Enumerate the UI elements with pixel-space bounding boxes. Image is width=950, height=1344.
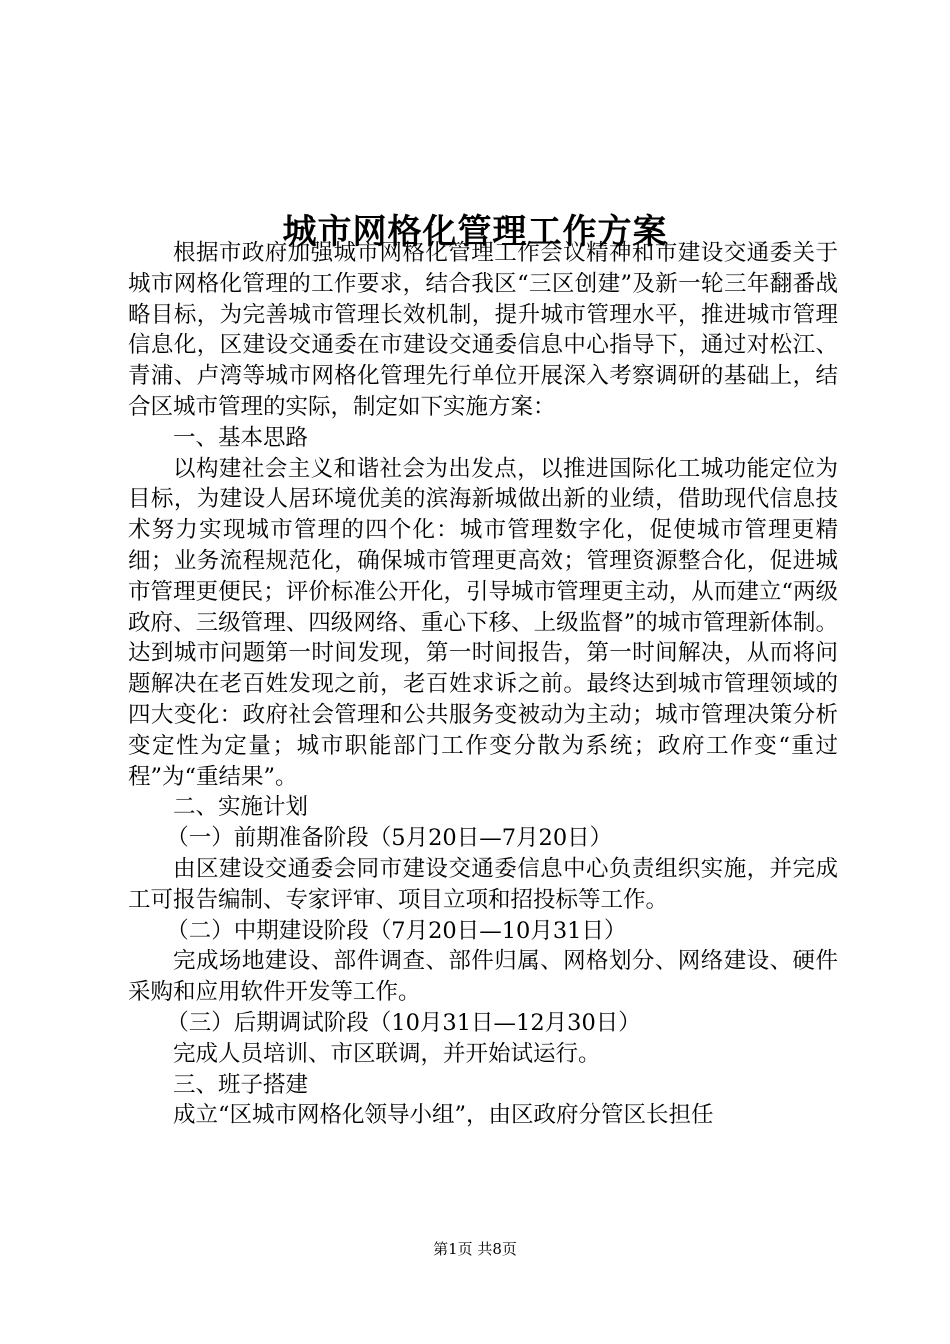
document-body — [128, 238, 838, 1131]
intro-paragraph: 根据市政府加强城市网格化管理工作会议精神和市建设交通委关于城市网格化管理的工作要求，结合我区“三区创建”及新一轮三年翻番战略目标，为完善城市管理长效机制，提升城市管理水平，推进城市管理信息化，区建设交通委在市建设交通委信息中心指导下，通过对松江、青浦、卢湾等城市网格化管理先行单位开展深入考察调研的基础上，结合区城市管理的实际，制定如下实施方案： — [128, 240, 838, 420]
phase-three-heading: （三）后期调试阶段（10月31日—12月30日） — [166, 1009, 641, 1036]
document-title: 城市网格化管理工作方案 — [282, 211, 668, 252]
section-heading-team-setup: 三、班子搭建 — [173, 1071, 309, 1098]
phase-one-paragraph: 由区建设交通委会同市建设交通委信息中心负责组织实施，并完成工可报告编制、专家评审、项目立项和招投标等工作。 — [128, 855, 838, 913]
section-heading-basic-idea: 一、基本思路 — [173, 424, 309, 451]
page-footer: 第1页 共8页 — [433, 1240, 517, 1258]
phase-one-heading: （一）前期准备阶段（5月20日—7月20日） — [166, 825, 613, 852]
basic-idea-paragraph: 以构建社会主义和谐社会为出发点，以推进国际化工城功能定位为目标，为建设人居环境优美的滨海新城做出新的业绩，借助现代信息技术努力实现城市管理的四个化：城市管理数字化，促使城市管理更精细；业务流程规范化，确保城市管理更高效；管理资源整合化，促进城市管理更便民；评价标准公开化，引导城市管理更主动，从而建立“两级政府、三级管理、四级网络、重心下移、上级监督”的城市管理新体制。达到城市问题第一时间发现，第一时间报告，第一时间解决，从而将问题解决在老百姓发现之前，老百姓求诉之前。最终达到城市管理领域的四大变化：政府社会管理和公共服务变被动为主动；城市管理决策分析变定性为定量；城市职能部门工作变分散为系统；政府工作变“重过程”为“重结果”。 — [128, 455, 838, 790]
phase-three-paragraph: 完成人员培训、市区联调，并开始试运行。 — [173, 1040, 601, 1067]
phase-two-paragraph: 完成场地建设、部件调查、部件归属、网格划分、网络建设、硬件采购和应用软件开发等工作。 — [128, 948, 838, 1006]
team-setup-paragraph: 成立“区城市网格化领导小组”，由区政府分管区长担任 — [173, 1102, 714, 1129]
phase-two-heading: （二）中期建设阶段（7月20日—10月31日） — [166, 917, 627, 944]
section-heading-implementation-plan: 二、实施计划 — [173, 794, 309, 821]
